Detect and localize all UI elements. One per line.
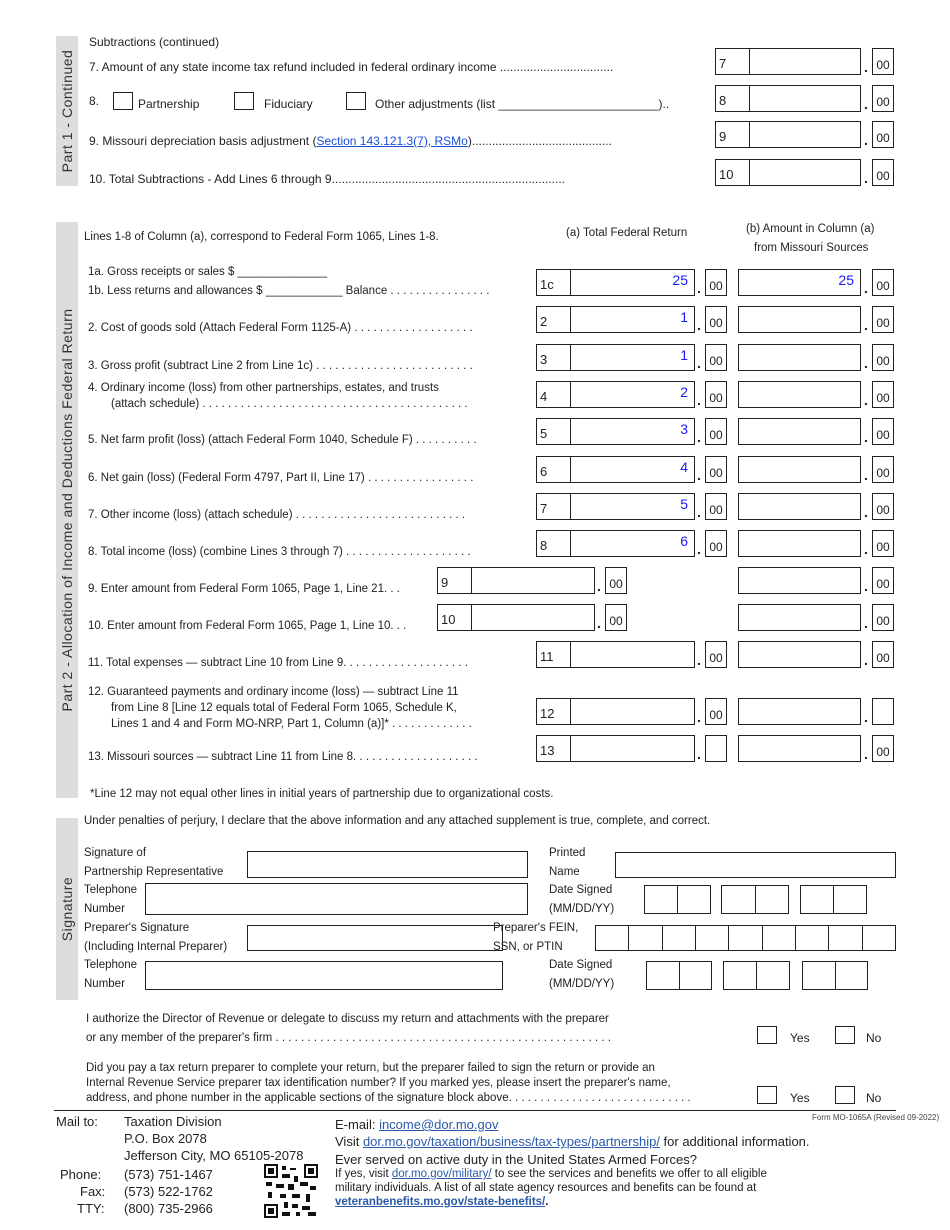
line-12-col-b-cents[interactable] (872, 698, 894, 725)
line8-num: 8. (89, 94, 100, 108)
line-1c-col-a[interactable] (536, 269, 695, 296)
preparer-telephone-field[interactable] (145, 961, 503, 990)
line-13-col-a-cents[interactable] (705, 735, 727, 762)
printed-label-2: Name (549, 866, 580, 878)
line-1c-col-a-line-number: 1c (537, 270, 571, 295)
paid-preparer-text-2: Internal Revenue Service preparer tax identification number? If you marked yes, please insert the preparer's name, (86, 1077, 671, 1089)
part1-line-9-cents[interactable]: 00 (872, 121, 894, 148)
mail-to-label: Mail to: (56, 1114, 98, 1129)
row-label: 12. Guaranteed payments and ordinary income (loss) — subtract Line 11 (88, 686, 459, 698)
line-8-col-a-line-number: 8 (537, 531, 571, 556)
rep-date-year[interactable] (800, 885, 867, 914)
line-2-col-a-cents[interactable]: 00 (705, 306, 727, 333)
row-label-cont: (attach schedule) . . . . . . . . . . . . . . . . . . . . . . . . . . . . . . . . . . . . . . . . . . (111, 398, 468, 410)
authorize-no-label: No (866, 1031, 882, 1045)
part1-line-10-cents[interactable]: 00 (872, 159, 894, 186)
decimal-point: . (697, 280, 701, 296)
line-3-col-a-line-number: 3 (537, 345, 571, 370)
decimal-point: . (697, 429, 701, 445)
line-2-col-b[interactable] (738, 306, 861, 333)
authorize-yes-label: Yes (790, 1031, 810, 1045)
decimal-point: . (864, 96, 868, 112)
address-line-3: Jefferson City, MO 65105-2078 (124, 1148, 304, 1163)
line-3-col-a[interactable] (536, 344, 695, 371)
line-2-col-a-value: 1 (680, 309, 688, 325)
line-11-col-a-line-number: 11 (537, 642, 571, 667)
line-7-col-a-line-number: 7 (537, 494, 571, 519)
row-label: 13. Missouri sources — subtract Line 11 from Line 8. . . . . . . . . . . . . . . . . . . . (88, 751, 478, 763)
part2-side-label (56, 222, 78, 798)
partnership-link[interactable]: dor.mo.gov/taxation/business/tax-types/partnership/ (362, 1134, 660, 1149)
line9-text: 9. Missouri depreciation basis adjustment ( (89, 134, 317, 148)
line-1c-col-b[interactable] (738, 269, 861, 296)
paid-preparer-text-1: Did you pay a tax return preparer to complete your return, but the preparer failed to sign the return or provide an (86, 1062, 655, 1074)
line-7-col-a[interactable] (536, 493, 695, 520)
line-7-col-b[interactable] (738, 493, 861, 520)
part1-line-8-line-number: 8 (716, 86, 750, 111)
prep-date-year[interactable] (802, 961, 868, 990)
paid-preparer-text-3: address, and phone number in the applicable sections of the signature block above. . . . . . . . . . . . . . . . . . . . . . . . . . . . . (86, 1092, 691, 1104)
paid-yes-label: Yes (790, 1091, 810, 1105)
line7-label: 7. Amount of any state income tax refund included in federal ordinary income .................................. (89, 60, 614, 74)
prep-date-day[interactable] (723, 961, 790, 990)
authorize-no-checkbox[interactable] (835, 1026, 855, 1044)
decimal-point: . (697, 541, 701, 557)
decimal-point: . (697, 355, 701, 371)
veteran-benefits-link[interactable]: veteranbenefits.mo.gov/state-benefits/ (335, 1196, 546, 1208)
row-label: 1b. Less returns and allowances $ ____________ Balance . . . . . . . . . . . . . . . . (88, 285, 490, 297)
decimal-point: . (864, 504, 868, 520)
line-12-col-a-line-number: 12 (537, 699, 571, 724)
paid-yes-checkbox[interactable] (757, 1086, 777, 1104)
line-5-col-b-cents[interactable]: 00 (872, 418, 894, 445)
fein-label-2: SSN, or PTIN (493, 941, 563, 953)
decimal-point: . (697, 467, 701, 483)
phone-number: (573) 751-1467 (124, 1167, 213, 1182)
decimal-point: . (864, 746, 868, 762)
line-4-col-a-cents[interactable]: 00 (705, 381, 727, 408)
subtractions-heading: Subtractions (continued) (89, 35, 220, 49)
line-6-col-a[interactable] (536, 456, 695, 483)
line-5-col-b[interactable] (738, 418, 861, 445)
line-6-col-a-line-number: 6 (537, 457, 571, 482)
line-11-col-b[interactable] (738, 641, 861, 668)
prep-label-1: Preparer's Signature (84, 922, 190, 934)
rep-date-month[interactable] (644, 885, 711, 914)
decimal-point: . (864, 170, 868, 186)
line-5-col-a[interactable] (536, 418, 695, 445)
fax-number: (573) 522-1762 (124, 1184, 213, 1199)
decimal-point: . (697, 709, 701, 725)
line-8-col-b[interactable] (738, 530, 861, 557)
line-11-col-a[interactable] (536, 641, 695, 668)
line-8-col-a-cents[interactable]: 00 (705, 530, 727, 557)
visit-line (335, 1134, 810, 1149)
col-b-header-2: from Missouri Sources (754, 242, 869, 254)
decimal-point: . (864, 392, 868, 408)
part1-line-9-line-number: 9 (716, 122, 750, 147)
row-label: 5. Net farm profit (loss) (attach Federal Form 1040, Schedule F) . . . . . . . . . . (88, 434, 477, 446)
line-9-col-b-cents[interactable]: 00 (872, 567, 894, 594)
line-3-col-a-value: 1 (680, 347, 688, 363)
line-12-col-a[interactable] (536, 698, 695, 725)
part1-line-10-line-number: 10 (716, 160, 750, 185)
sig-rep-label-2: Partnership Representative (84, 866, 224, 878)
row-label: 3. Gross profit (subtract Line 2 from Line 1c) . . . . . . . . . . . . . . . . . . . . . . . . . (88, 360, 473, 372)
line-4-col-b[interactable] (738, 381, 861, 408)
line-10-col-a-line-number: 10 (438, 605, 472, 630)
decimal-point: . (597, 615, 601, 631)
line-11-col-a-cents[interactable]: 00 (705, 641, 727, 668)
row-label-cont: from Line 8 [Line 12 equals total of Federal Form 1065, Schedule K, (111, 702, 457, 714)
prep-tel-label-2: Number (84, 978, 125, 990)
visit-post: for additional information. (659, 1134, 810, 1149)
address-line-2: P.O. Box 2078 (124, 1131, 207, 1146)
authorize-text-1: I authorize the Director of Revenue or delegate to discuss my return and attachments with the preparer (86, 1013, 609, 1025)
line1a-label: 1a. Gross receipts or sales $ ______________ (88, 266, 328, 278)
part1-line-7-line-number: 7 (716, 49, 750, 74)
prep-date-label-1: Date Signed (549, 959, 613, 971)
line-11-col-b-cents[interactable]: 00 (872, 641, 894, 668)
decimal-point: . (864, 280, 868, 296)
military-line-2: military individuals. A list of all state agency resources and benefits can be found at (335, 1182, 757, 1194)
line-10-col-b[interactable] (738, 604, 861, 631)
decimal-point: . (864, 317, 868, 333)
line-10-col-a[interactable] (437, 604, 595, 631)
line-8-col-b-cents[interactable]: 00 (872, 530, 894, 557)
part1-line-10[interactable] (715, 159, 861, 186)
qr-code-icon (264, 1164, 318, 1218)
footnote: *Line 12 may not equal other lines in initial years of partnership due to organizational costs. (90, 788, 554, 800)
veteran-post: . (545, 1196, 549, 1208)
line-12-col-b[interactable] (738, 698, 861, 725)
line-13-col-a[interactable] (536, 735, 695, 762)
partnership-label: Partnership (138, 97, 200, 111)
date-label-1: Date Signed (549, 884, 613, 896)
authorize-yes-checkbox[interactable] (757, 1026, 777, 1044)
phone-label: Phone: (60, 1167, 102, 1182)
line-5-col-a-value: 3 (680, 421, 688, 437)
line-6-col-b[interactable] (738, 456, 861, 483)
preparer-signature-field[interactable] (247, 925, 503, 951)
paid-no-label: No (866, 1091, 882, 1105)
fiduciary-checkbox[interactable] (234, 92, 254, 110)
fiduciary-label: Fiduciary (264, 97, 313, 111)
line-3-col-b-cents[interactable]: 00 (872, 344, 894, 371)
printed-name-field[interactable] (615, 852, 896, 878)
line-6-col-a-value: 4 (680, 459, 688, 475)
declaration: Under penalties of perjury, I declare that the above information and any attached supplement is true, complete, and correct. (84, 815, 711, 827)
part1-line-8[interactable] (715, 85, 861, 112)
prep-date-month[interactable] (646, 961, 712, 990)
fax-label: Fax: (80, 1184, 106, 1199)
line-2-col-b-cents[interactable]: 00 (872, 306, 894, 333)
line-5-col-a-cents[interactable]: 00 (705, 418, 727, 445)
line-12-col-a-cents[interactable]: 00 (705, 698, 727, 725)
other-adjustments-label: Other adjustments (list ________________________).. (375, 97, 670, 111)
line-6-col-b-cents[interactable]: 00 (872, 456, 894, 483)
row-label: 7. Other income (loss) (attach schedule) . . . . . . . . . . . . . . . . . . . . . . . . . . . (88, 509, 466, 521)
date-label-2: (MM/DD/YY) (549, 903, 615, 915)
rep-date-day[interactable] (721, 885, 789, 914)
authorize-text-2: or any member of the preparer's firm . . . . . . . . . . . . . . . . . . . . . . . . . . . . . . . . . . . . . . . . . . . . . . . . . . . . . (86, 1032, 611, 1044)
tty-label: TTY: (77, 1201, 105, 1216)
email-link[interactable]: income@dor.mo.gov (379, 1117, 499, 1132)
line-7-col-a-cents[interactable]: 00 (705, 493, 727, 520)
decimal-point: . (697, 652, 701, 668)
line-3-col-b[interactable] (738, 344, 861, 371)
decimal-point: . (697, 504, 701, 520)
decimal-point: . (864, 541, 868, 557)
line-1c-col-b-cents[interactable]: 00 (872, 269, 894, 296)
line10-label: 10. Total Subtractions - Add Lines 6 through 9...................................................................... (89, 172, 565, 186)
line-9-col-a-line-number: 9 (438, 568, 472, 593)
tel-label-2: Number (84, 903, 125, 915)
line-2-col-a-line-number: 2 (537, 307, 571, 332)
fein-label-1: Preparer's FEIN, (493, 922, 579, 934)
row-label: 2. Cost of goods sold (Attach Federal Form 1125-A) . . . . . . . . . . . . . . . . . . . (88, 322, 473, 334)
military-pre: If yes, visit (335, 1168, 392, 1180)
line-9-col-a-cents[interactable]: 00 (605, 567, 627, 594)
line-1c-col-a-value: 25 (672, 272, 688, 288)
line-10-col-a-cents[interactable]: 00 (605, 604, 627, 631)
line-10-col-b-cents[interactable]: 00 (872, 604, 894, 631)
line-2-col-a[interactable] (536, 306, 695, 333)
decimal-point: . (697, 746, 701, 762)
armed-forces-question: Ever served on active duty in the United States Armed Forces? (335, 1152, 698, 1167)
row-label: 9. Enter amount from Federal Form 1065, Page 1, Line 21. . . (88, 583, 400, 595)
col-a-header: (a) Total Federal Return (566, 227, 688, 239)
line-4-col-b-cents[interactable]: 00 (872, 381, 894, 408)
line-4-col-a-value: 2 (680, 384, 688, 400)
veteran-line (335, 1196, 548, 1208)
line-6-col-a-cents[interactable]: 00 (705, 456, 727, 483)
preparer-fein-field[interactable] (595, 925, 896, 951)
row-label-cont: Lines 1 and 4 and Form MO-NRP, Part 1, Column (a)]* . . . . . . . . . . . . . (111, 718, 472, 730)
tty-number: (800) 735-2966 (124, 1201, 213, 1216)
rep-telephone-field[interactable] (145, 883, 528, 915)
visit-label: Visit (335, 1134, 363, 1149)
decimal-point: . (864, 355, 868, 371)
line-3-col-a-cents[interactable]: 00 (705, 344, 727, 371)
printed-label-1: Printed (549, 847, 586, 859)
row-label: 6. Net gain (loss) (Federal Form 4797, Part II, Line 17) . . . . . . . . . . . . . . . . . (88, 472, 474, 484)
line-9-col-a[interactable] (437, 567, 595, 594)
line-13-col-b[interactable] (738, 735, 861, 762)
signature-side-label (56, 818, 78, 1000)
decimal-point: . (864, 132, 868, 148)
section-link[interactable]: Section 143.121.3(7), RSMo (316, 134, 468, 148)
row-label: 8. Total income (loss) (combine Lines 3 through 7) . . . . . . . . . . . . . . . . . . . . (88, 546, 471, 558)
decimal-point: . (864, 59, 868, 75)
other-adjustments-checkbox[interactable] (346, 92, 366, 110)
decimal-point: . (864, 709, 868, 725)
partnership-checkbox[interactable] (113, 92, 133, 110)
email-line (335, 1117, 498, 1132)
prep-label-2: (Including Internal Preparer) (84, 941, 228, 953)
decimal-point: . (864, 429, 868, 445)
part1-line-7[interactable] (715, 48, 861, 75)
line9-label (89, 134, 612, 148)
sig-rep-label-1: Signature of (84, 847, 147, 859)
part2-side-text: Part 2 - Allocation of Income and Deductions Federal Return (59, 308, 75, 712)
paid-no-checkbox[interactable] (835, 1086, 855, 1104)
part1-line-8-cents[interactable]: 00 (872, 85, 894, 112)
footer-divider (54, 1110, 896, 1111)
line-5-col-a-line-number: 5 (537, 419, 571, 444)
address-line-1: Taxation Division (124, 1114, 222, 1129)
signature-side-text: Signature (59, 876, 75, 942)
rep-signature-field[interactable] (247, 851, 528, 878)
line-1c-col-b-value: 25 (838, 272, 854, 288)
line-13-col-a-line-number: 13 (537, 736, 571, 761)
part1-side-label (56, 36, 78, 186)
decimal-point: . (864, 467, 868, 483)
tel-label-1: Telephone (84, 884, 138, 896)
line-9-col-b[interactable] (738, 567, 861, 594)
part1-side-text: Part 1 - Continued (59, 49, 75, 173)
part2-intro: Lines 1-8 of Column (a), correspond to Federal Form 1065, Lines 1-8. (84, 231, 439, 243)
decimal-point: . (864, 615, 868, 631)
prep-tel-label-1: Telephone (84, 959, 138, 971)
row-label: 4. Ordinary income (loss) from other partnerships, estates, and trusts (88, 382, 439, 394)
form-id: Form MO-1065A (Revised 09-2022) (812, 1113, 940, 1122)
email-label: E-mail: (335, 1117, 380, 1132)
row-label: 11. Total expenses — subtract Line 10 from Line 9. . . . . . . . . . . . . . . . . . . . (88, 657, 468, 669)
decimal-point: . (697, 392, 701, 408)
line-7-col-a-value: 5 (680, 496, 688, 512)
line-13-col-b-cents[interactable]: 00 (872, 735, 894, 762)
part1-line-9[interactable] (715, 121, 861, 148)
line-8-col-a[interactable] (536, 530, 695, 557)
military-line-1 (335, 1168, 767, 1180)
row-label: 10. Enter amount from Federal Form 1065, Page 1, Line 10. . . (88, 620, 407, 632)
line-1c-col-a-cents[interactable]: 00 (705, 269, 727, 296)
part1-line-7-cents[interactable]: 00 (872, 48, 894, 75)
prep-date-label-2: (MM/DD/YY) (549, 978, 615, 990)
military-post: to see the services and benefits we offer to all eligible (491, 1168, 767, 1180)
decimal-point: . (597, 578, 601, 594)
line-4-col-a[interactable] (536, 381, 695, 408)
line-7-col-b-cents[interactable]: 00 (872, 493, 894, 520)
line9-dots: ).......................................... (467, 134, 612, 148)
line-4-col-a-line-number: 4 (537, 382, 571, 407)
col-b-header-1: (b) Amount in Column (a) (746, 223, 875, 235)
line-8-col-a-value: 6 (680, 533, 688, 549)
decimal-point: . (864, 578, 868, 594)
military-link[interactable]: dor.mo.gov/military/ (391, 1168, 492, 1180)
decimal-point: . (864, 652, 868, 668)
decimal-point: . (697, 317, 701, 333)
